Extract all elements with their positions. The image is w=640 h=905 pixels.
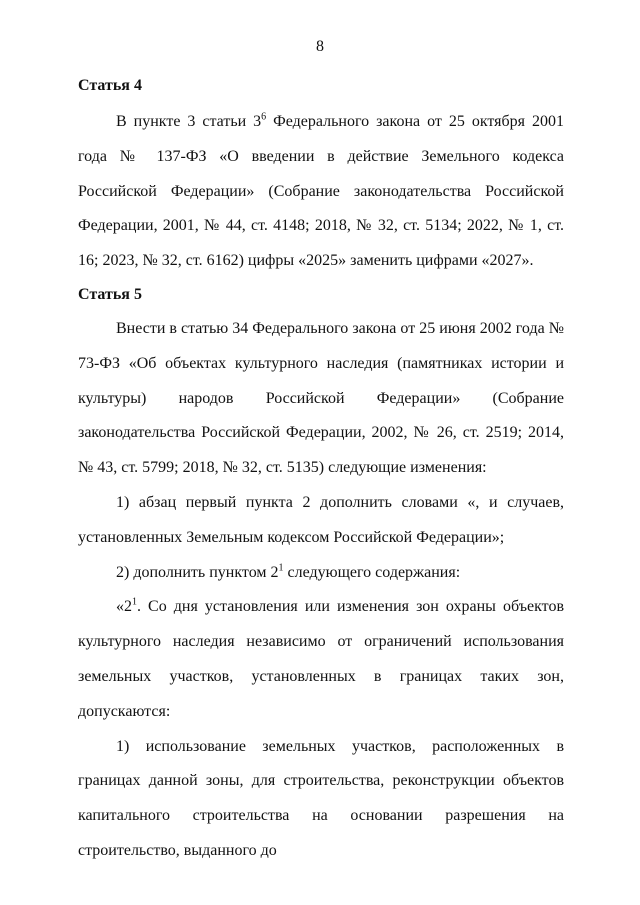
page-number: 8 [316,38,324,55]
article-5-p3-text-start: 2) дополнить пунктом 2 [116,563,279,581]
article-4-body [78,105,564,279]
article-5-paragraph-3 [78,556,564,591]
article-5-heading: Статья 5 [78,286,142,303]
article-5-p4-superscript: 1 [132,597,137,609]
article-4 [78,77,564,95]
article-5-paragraph-5: 1) использование земельных участков, расположенных в границах данной зоны, для строительства, реконструкции объектов капитального строительства на основании разрешения на строительство, выданного до [78,737,564,859]
article-4-text-end: Федерального закона от 25 октября 2001 года № 137-ФЗ «О введении в действие Земельного кодекса Российской Федерации» (Собрание законодательства Российской Федерации, 2001, № 44, ст. 4148; 2018, № 32, ст. 5134; 2022, № 1, ст. 16; 2023, № 32, ст. 6162) цифры «2025» заменить цифрами «2027». [78,113,565,270]
article-4-text-start: В пункте 3 статьи 3 [116,113,262,130]
article-5-paragraph-2: 1) абзац первый пункта 2 дополнить словами «, и случаев, установленных Земельным кодексом Российской Федерации»; [78,493,564,546]
article-5-p3-superscript: 1 [278,562,284,574]
article-5-p4-text-start: «2 [116,598,132,616]
article-5 [78,286,564,304]
article-5-p4-text-end: . Со дня установления или изменения зон охраны объектов культурного наследия независимо от ограничений использования земельных участков, установленных в границах таких зон, допускаются: [78,598,564,720]
article-4-superscript: 6 [261,111,267,123]
article-5-paragraph-1: Внести в статью 34 Федерального закона от 25 июня 2002 года № 73-ФЗ «Об объектах культурного наследия (памятниках истории и культуры) народов Российской Федерации» (Собрание законодательства Российской Федерации, 2002, № 26, ст. 2519; 2014, № 43, ст. 5799; 2018, № 32, ст. 5135) следующие изменения: [78,320,564,477]
article-4-paragraph [78,105,564,279]
article-5-body [78,312,564,869]
article-5-p3-text-end: следующего содержания: [283,563,461,581]
article-5-paragraph-4 [78,590,564,729]
article-4-heading: Статья 4 [78,77,142,94]
